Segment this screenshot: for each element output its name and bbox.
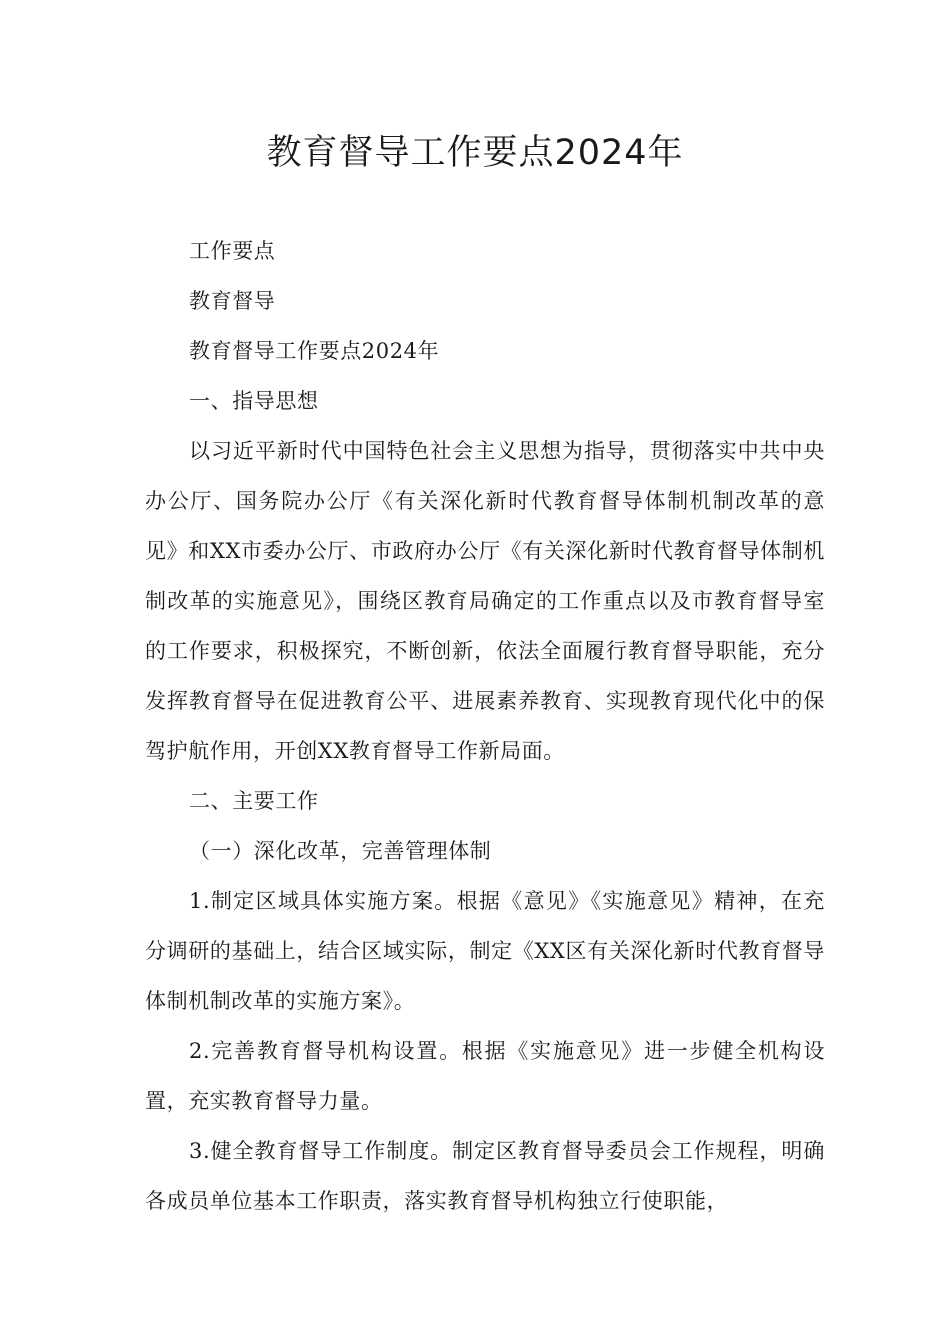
- subsection-heading-reform: （一）深化改革，完善管理体制: [189, 839, 492, 863]
- section-heading-guiding-thought: 一、指导思想: [189, 389, 319, 413]
- paragraph-item-1: 1.制定区域具体实施方案。根据《意见》《实施意见》精神，在充分调研的基础上，结合区域实际，制定《XX区有关深化新时代教育督导体制机制改革的实施方案》。: [145, 889, 825, 1013]
- paragraph-keywords-1: 工作要点: [189, 239, 276, 263]
- section-heading-main-work: 二、主要工作: [189, 789, 319, 813]
- paragraph-item-3: 3.健全教育督导工作制度。制定区教育督导委员会工作规程，明确各成员单位基本工作职责，落实教育督导机构独立行使职能，: [145, 1139, 825, 1213]
- paragraph-subtitle: 教育督导工作要点2024年: [189, 339, 440, 363]
- paragraph-keywords-2: 教育督导: [189, 289, 276, 313]
- paragraph-guiding-thought: 以习近平新时代中国特色社会主义思想为指导，贯彻落实中共中央办公厅、国务院办公厅《有关深化新时代教育督导体制机制改革的意见》和XX市委办公厅、市政府办公厅《有关深化新时代教育督导体制机制改革的实施意见》，围绕区教育局确定的工作重点以及市教育督导室的工作要求，积极探究，不断创新，依法全面履行教育督导职能，充分发挥教育督导在促进教育公平、进展素养教育、实现教育现代化中的保驾护航作用，开创XX教育督导工作新局面。: [145, 439, 825, 763]
- document-body: [145, 226, 825, 1226]
- document-title: 教育督导工作要点2024年: [266, 133, 684, 173]
- paragraph-item-2: 2.完善教育督导机构设置。根据《实施意见》进一步健全机构设置，充实教育督导力量。: [145, 1039, 825, 1113]
